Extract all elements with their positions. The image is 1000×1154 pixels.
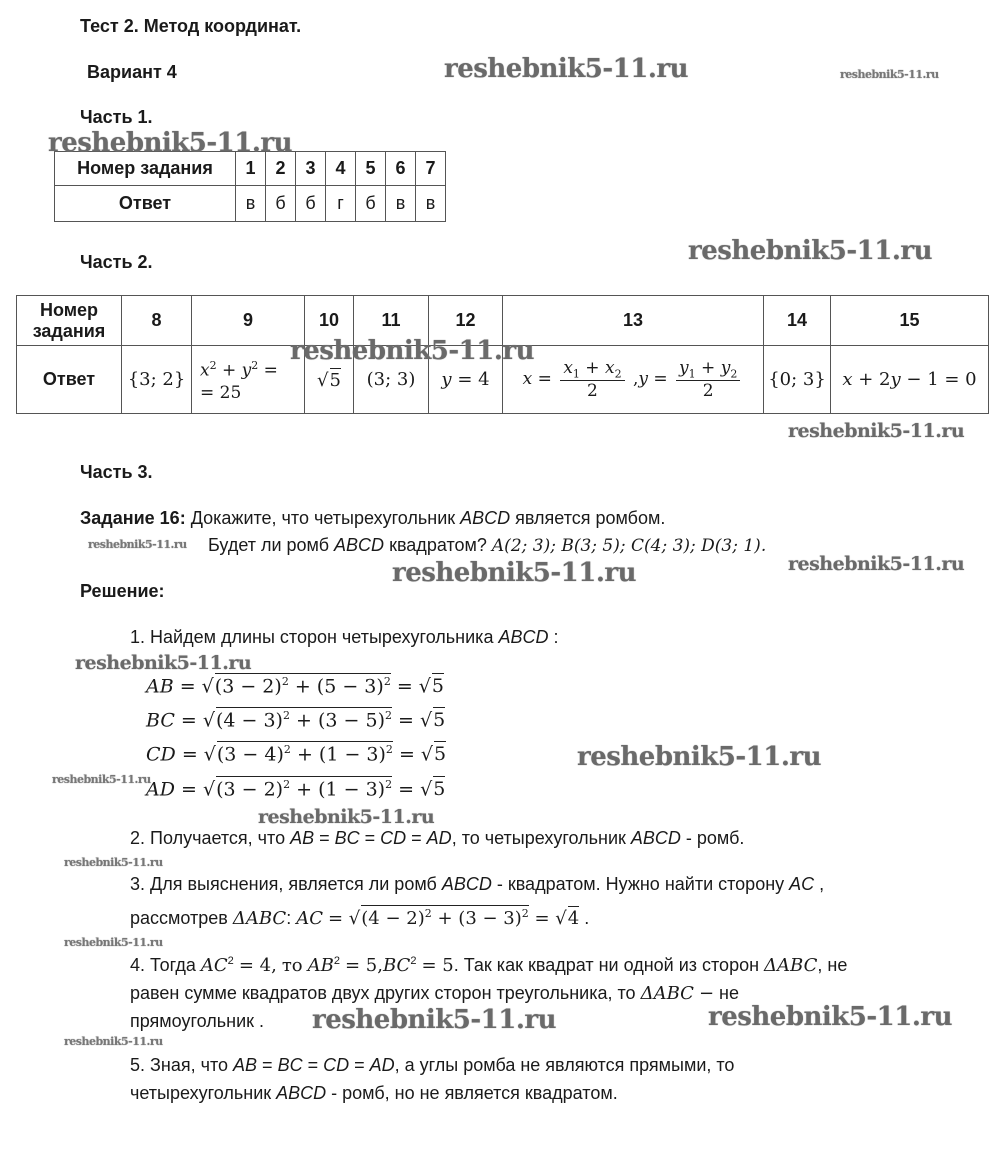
answer-cell-15: x + 2y − 1 = 0 (831, 346, 989, 414)
part1-heading: Часть 1. (80, 107, 153, 127)
task-number: 15 (831, 296, 989, 346)
answer-cell: в (386, 186, 416, 222)
watermark: reshebnik5-11.ru (708, 1002, 953, 1032)
task-number: 4 (326, 152, 356, 186)
part3-heading: Часть 3. (80, 462, 153, 482)
answer-cell-14: {0; 3} (764, 346, 831, 414)
watermark: reshebnik5-11.ru (290, 336, 535, 366)
task-number: 3 (296, 152, 326, 186)
answer-cell-9: $x^2 + y^2$ = = 25 (192, 346, 305, 414)
watermark: reshebnik5-11.ru (258, 806, 435, 828)
watermark: reshebnik5-11.ru (688, 236, 933, 266)
answer-cell: б (296, 186, 326, 222)
watermark: reshebnik5-11.ru (64, 936, 163, 949)
answer-cell: в (416, 186, 446, 222)
task-points: A(2; 3); B(3; 5); C(4; 3); D(3; 1). (491, 536, 767, 556)
answer-cell-13: x = $\frac{x_1 + x_2}{2}$ ,y = $\frac{y_1 + y_2}{2}$ (503, 346, 764, 414)
part1-answer-table (54, 151, 446, 222)
equation-ad: AD = $√(3 - 2)^2 + (1 - 3)^2 = √5$ (146, 778, 446, 801)
answer-cell: в (236, 186, 266, 222)
watermark: reshebnik5-11.ru (75, 652, 252, 674)
task-number: 1 (236, 152, 266, 186)
task-number: 6 (386, 152, 416, 186)
equation-ab: AB = $√(3 - 2)^2 + (5 - 3)^2 = √5$ (146, 675, 445, 698)
part2-heading: Часть 2. (80, 252, 153, 272)
solution-label: Решение: (80, 581, 165, 601)
task-label: Задание 16: (80, 508, 186, 528)
watermark: reshebnik5-11.ru (577, 742, 822, 772)
answer-cell-10: √5 (305, 346, 354, 414)
task-number: 11 (354, 296, 429, 346)
step-4-line-3: прямоугольник . (130, 1011, 265, 1031)
step-4-line-1: 4. Тогда $AC^2 = 4$, то $AB^2 = 5,BC^2 = 5$. Так как квадрат ни одной из сторон ΔABC, не (130, 955, 848, 976)
step-2: 2. Получается, что AB = BC = CD = AD, то четырехугольник ABCD - ромб. (130, 828, 745, 848)
task-number: 13 (503, 296, 764, 346)
task-number: 5 (356, 152, 386, 186)
watermark: reshebnik5-11.ru (64, 856, 163, 869)
watermark: reshebnik5-11.ru (392, 558, 637, 588)
step-5-line-1: 5. Зная, что AB = BC = CD = AD, а углы ромба не являются прямыми, то (130, 1055, 735, 1075)
row-header-answer: Ответ (55, 186, 236, 222)
task-text-2: Будет ли ромб ABCD квадратом? (208, 535, 487, 555)
task-number: 10 (305, 296, 354, 346)
step-3-line-1: 3. Для выяснения, является ли ромб ABCD - квадратом. Нужно найти сторону AC , (130, 874, 825, 894)
watermark: reshebnik5-11.ru (88, 538, 187, 551)
watermark: reshebnik5-11.ru (312, 1005, 557, 1035)
document-title: Тест 2. Метод координат. (80, 16, 302, 36)
task-16-statement (80, 508, 665, 529)
watermark: reshebnik5-11.ru (48, 128, 293, 158)
answer-cell-12: y = 4 (429, 346, 503, 414)
watermark: reshebnik5-11.ru (444, 54, 689, 84)
task-number: 8 (122, 296, 192, 346)
watermark: reshebnik5-11.ru (788, 553, 965, 575)
task-number: 9 (192, 296, 305, 346)
task-text-1: Докажите, что четырехугольник ABCD является ромбом. (190, 508, 666, 528)
equation-cd: CD = $√(3 - 4)^2 + (1 - 3)^2 = √5$ (146, 743, 447, 766)
answer-cell: б (356, 186, 386, 222)
answer-cell-11: (3; 3) (354, 346, 429, 414)
step-1: 1. Найдем длины сторон четырехугольника ABCD : (130, 627, 559, 647)
answer-cell-8: {3; 2} (122, 346, 192, 414)
watermark: reshebnik5-11.ru (788, 420, 965, 442)
answer-cell: г (326, 186, 356, 222)
watermark: reshebnik5-11.ru (64, 1035, 163, 1048)
task-number: 2 (266, 152, 296, 186)
row-header-number (17, 296, 122, 346)
task-number: 7 (416, 152, 446, 186)
task-16-question (208, 535, 766, 556)
task-number: 14 (764, 296, 831, 346)
row-header-number-text: Номер задания (32, 299, 106, 341)
equation-bc: BC = $√(4 - 3)^2 + (3 - 5)^2 = √5$ (146, 709, 446, 732)
row-header-number: Номер задания (55, 152, 236, 186)
row-header-answer: Ответ (17, 346, 122, 414)
variant-label: Вариант 4 (87, 62, 177, 82)
watermark: reshebnik5-11.ru (840, 68, 939, 81)
answer-cell: б (266, 186, 296, 222)
step-3-line-2: рассмотрев ΔABC: AC = $√(4 - 2)^2 + (3 - 3)^2 = √4$ . (130, 907, 590, 929)
step-5-line-2: четырехугольник ABCD - ромб, но не является квадратом. (130, 1083, 618, 1103)
task-number: 12 (429, 296, 503, 346)
watermark: reshebnik5-11.ru (52, 773, 151, 786)
step-4-line-2: равен сумме квадратов двух других сторон треугольника, то ΔABC − не (130, 983, 739, 1004)
